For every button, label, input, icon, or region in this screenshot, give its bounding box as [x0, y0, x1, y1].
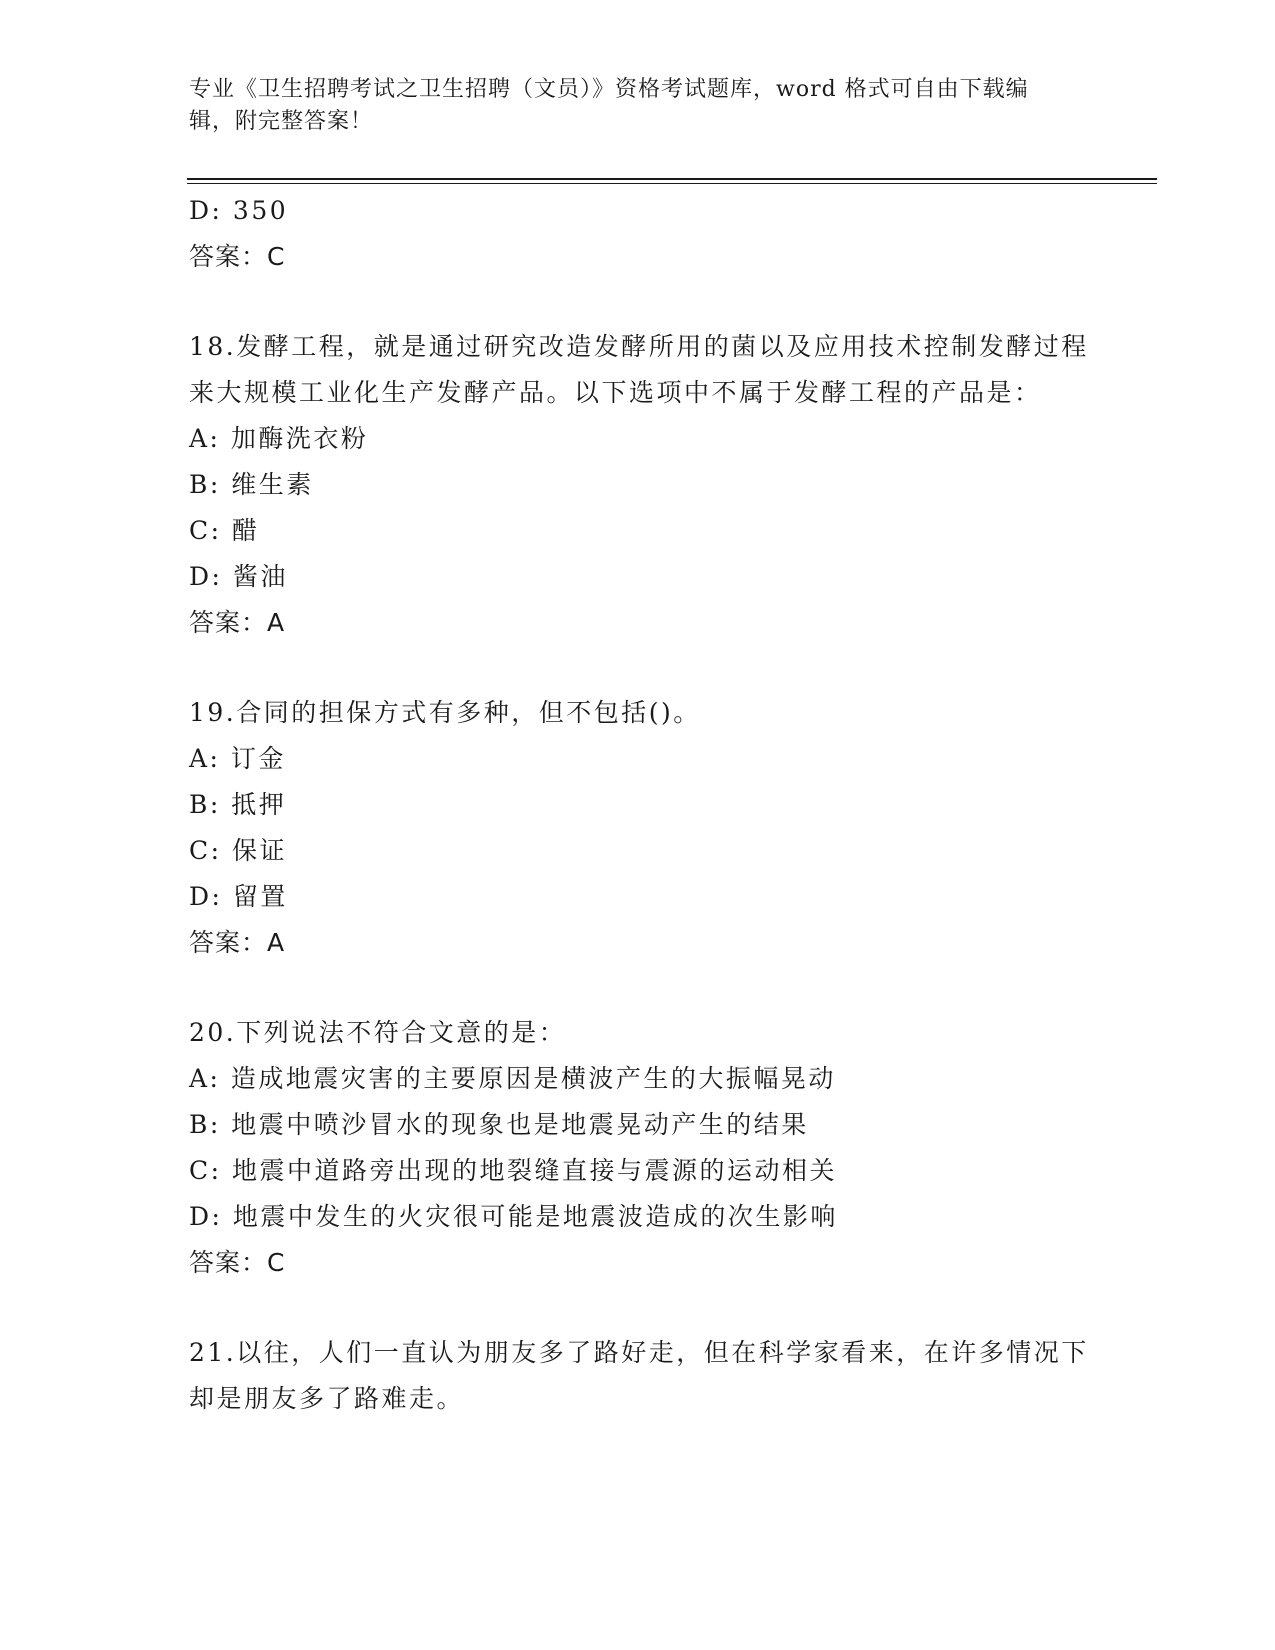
question-19 [189, 690, 1089, 966]
option-d: D: 350 [189, 196, 289, 225]
answer-line: 答案：C [189, 1248, 286, 1277]
answer-line: 答案：C [189, 242, 286, 271]
question-stem: 19.合同的担保方式有多种，但不包括()。 [189, 698, 701, 727]
option-b: B: 地震中喷沙冒水的现象也是地震晃动产生的结果 [189, 1110, 809, 1139]
question-18 [189, 324, 1089, 646]
spacer [189, 646, 1089, 690]
question-21 [189, 1330, 1089, 1422]
spacer [189, 966, 1089, 1010]
spacer [189, 280, 1089, 324]
spacer [189, 1286, 1089, 1330]
question-stem: 18.发酵工程，就是通过研究改造发酵所用的菌以及应用技术控制发酵过程来大规模工业化生产发酵产品。以下选项中不属于发酵工程的产品是： [189, 332, 1089, 407]
option-b: B: 维生素 [189, 470, 314, 499]
option-d: D: 留置 [189, 882, 288, 911]
answer-line: 答案：A [189, 928, 286, 957]
document-header: 专业《卫生招聘考试之卫生招聘（文员）》资格考试题库，word 格式可自由下载编辑，附完整答案！ [189, 77, 1029, 134]
document-content [189, 188, 1089, 1422]
question-stem: 21.以往，人们一直认为朋友多了路好走，但在科学家看来，在许多情况下却是朋友多了路难走。 [189, 1338, 1089, 1413]
previous-question-tail [189, 188, 1089, 280]
option-c: C: 醋 [189, 516, 260, 545]
header-divider-thick [187, 178, 1157, 180]
option-a: A: 造成地震灾害的主要原因是横波产生的大振幅晃动 [189, 1064, 836, 1093]
option-c: C: 地震中道路旁出现的地裂缝直接与震源的运动相关 [189, 1156, 838, 1185]
option-c: C: 保证 [189, 836, 287, 865]
answer-line: 答案：A [189, 608, 286, 637]
question-20 [189, 1010, 1089, 1286]
option-b: B: 抵押 [189, 790, 287, 819]
option-d: D: 酱油 [189, 562, 288, 591]
question-stem: 20.下列说法不符合文意的是： [189, 1018, 567, 1047]
option-a: A: 加酶洗衣粉 [189, 424, 369, 453]
option-a: A: 订金 [189, 744, 286, 773]
header-divider-thin [187, 183, 1157, 184]
option-d: D: 地震中发生的火灾很可能是地震波造成的次生影响 [189, 1202, 838, 1231]
